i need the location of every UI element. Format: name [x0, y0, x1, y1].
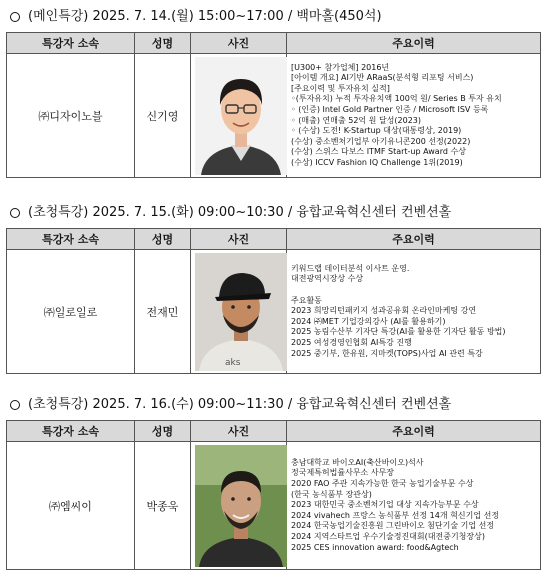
col-name: 성명 [135, 421, 191, 442]
career-line: 2024 ㈜MET 기업강의강사 (AI를 활용하기) [291, 316, 446, 326]
speaker-name: 신기영 [135, 54, 191, 178]
speaker-table [6, 420, 541, 570]
speaker-photo-cell [191, 250, 287, 374]
col-name: 성명 [135, 33, 191, 54]
col-affiliation: 특강자 소속 [7, 421, 135, 442]
col-name: 성명 [135, 229, 191, 250]
career-line: [주요이력 및 투자유치 실적] [291, 83, 390, 93]
career-line: 2024 vivahech 프랑스 농식품부 선정 14개 혁신기업 선정 [291, 510, 500, 520]
col-career: 주요이력 [287, 33, 541, 54]
career-line [291, 285, 536, 296]
speaker-photo-cell [191, 442, 287, 570]
career-line: (수상) 스위스 다보스 ITMF Start-up Award 수상 [291, 147, 466, 157]
career-line: 충남대학교 바이오AI(축산바이오)석사 [291, 457, 424, 467]
session-2 [6, 204, 540, 374]
career-line: [아이템 개요] AI기반 ARaaS(분석형 리포팅 서비스) [291, 73, 474, 83]
session-heading [10, 204, 540, 222]
career-line: (수상) ICCV Fashion IQ Challenge 1위(2019) [291, 157, 463, 167]
speaker-photo-icon [195, 253, 287, 371]
session-title: (초청특강) 2025. 7. 16.(수) 09:00~11:30 / 융합교육혁신센터 컨벤션홀 [28, 397, 452, 412]
circle-bullet-icon [10, 12, 20, 22]
col-photo: 사진 [191, 33, 287, 54]
col-affiliation: 특강자 소속 [7, 33, 135, 54]
speaker-affiliation: ㈜엠씨이 [7, 442, 135, 570]
table-row [7, 442, 541, 570]
career-line: 2023 대한민국 중소벤처기업 대상 지속가능부문 수상 [291, 500, 479, 510]
session-1 [6, 8, 540, 178]
speaker-photo-icon [195, 445, 287, 567]
career-line: 2023 희망리턴패키지 성과공유회 온라인마케팅 강연 [291, 306, 477, 316]
session-title: (초청특강) 2025. 7. 15.(화) 09:00~10:30 / 융합교육혁신센터 컨벤션홀 [28, 205, 452, 220]
session-heading [10, 8, 540, 26]
col-career: 주요이력 [287, 229, 541, 250]
career-line: 2024 지역스타트업 우수기술정진대회(대전중기청장상) [291, 531, 485, 541]
table-header-row [7, 33, 541, 54]
speaker-career [287, 442, 541, 570]
career-line: ◦ (수상) 도전! K-Startup 대상(대통령상, 2019) [291, 126, 462, 136]
career-line: (수상) 중소벤처기업부 아기유니콘200 선정(2022) [291, 136, 471, 146]
svg-text:aks: aks [225, 357, 241, 368]
speaker-name: 전재민 [135, 250, 191, 374]
col-affiliation: 특강자 소속 [7, 229, 135, 250]
circle-bullet-icon [10, 400, 20, 410]
col-photo: 사진 [191, 229, 287, 250]
career-line: 2024 한국농업기술진흥원 그린바이오 첨단기술 기업 선정 [291, 521, 495, 531]
career-line: 주요활동 [291, 295, 322, 305]
speaker-affiliation: ㈜일로일로 [7, 250, 135, 374]
career-line: 2025 CES innovation award: food&Agtech [291, 542, 459, 552]
table-row [7, 54, 541, 178]
career-line: 2025 중기부, 한유원, 지마켓(TOPS)사업 AI 관련 특강 [291, 348, 483, 358]
circle-bullet-icon [10, 208, 20, 218]
table-header-row [7, 229, 541, 250]
table-header-row [7, 421, 541, 442]
career-line: ◦(투자유치) 누적 투자유치액 100억 원/ Series B 투자 유치 [291, 94, 502, 104]
speaker-affiliation: ㈜디자이노블 [7, 54, 135, 178]
speaker-career [287, 250, 541, 374]
session-3 [6, 396, 540, 570]
career-line: (한국 농식품부 장관상) [291, 489, 372, 499]
career-line: 대전광역시장상 수상 [291, 274, 364, 284]
career-line: 2025 여성경영인협회 AI특강 진행 [291, 337, 412, 347]
speaker-photo-icon [195, 57, 287, 175]
career-line: 정국제특허법률사무소 사무장 [291, 468, 395, 478]
speaker-photo-cell [191, 54, 287, 178]
speaker-name: 박종욱 [135, 442, 191, 570]
table-row [7, 250, 541, 374]
career-line: 2020 FAO 주관 지속가능한 한국 농업기술부문 수상 [291, 479, 474, 489]
career-line: ◦ (매출) 연매출 52억 원 달성(2023) [291, 115, 422, 125]
speaker-career [287, 54, 541, 178]
session-heading [10, 396, 540, 414]
career-line: 키워드랩 데이터분석 이사트 운영. [291, 263, 410, 273]
col-career: 주요이력 [287, 421, 541, 442]
career-line: 2025 농림수산부 기자단 특강(AI를 활용한 기자단 활동 방법) [291, 327, 506, 337]
career-line: ◦ (인증) Intel Gold Partner 인증 / Microsoft ISV 등록 [291, 104, 489, 114]
col-photo: 사진 [191, 421, 287, 442]
speaker-table [6, 228, 541, 374]
career-line: [U300+ 참가업체] 2016년 [291, 62, 390, 72]
speaker-table [6, 32, 541, 178]
session-title: (메인특강) 2025. 7. 14.(월) 15:00~17:00 / 백마홀(450석) [28, 9, 382, 24]
